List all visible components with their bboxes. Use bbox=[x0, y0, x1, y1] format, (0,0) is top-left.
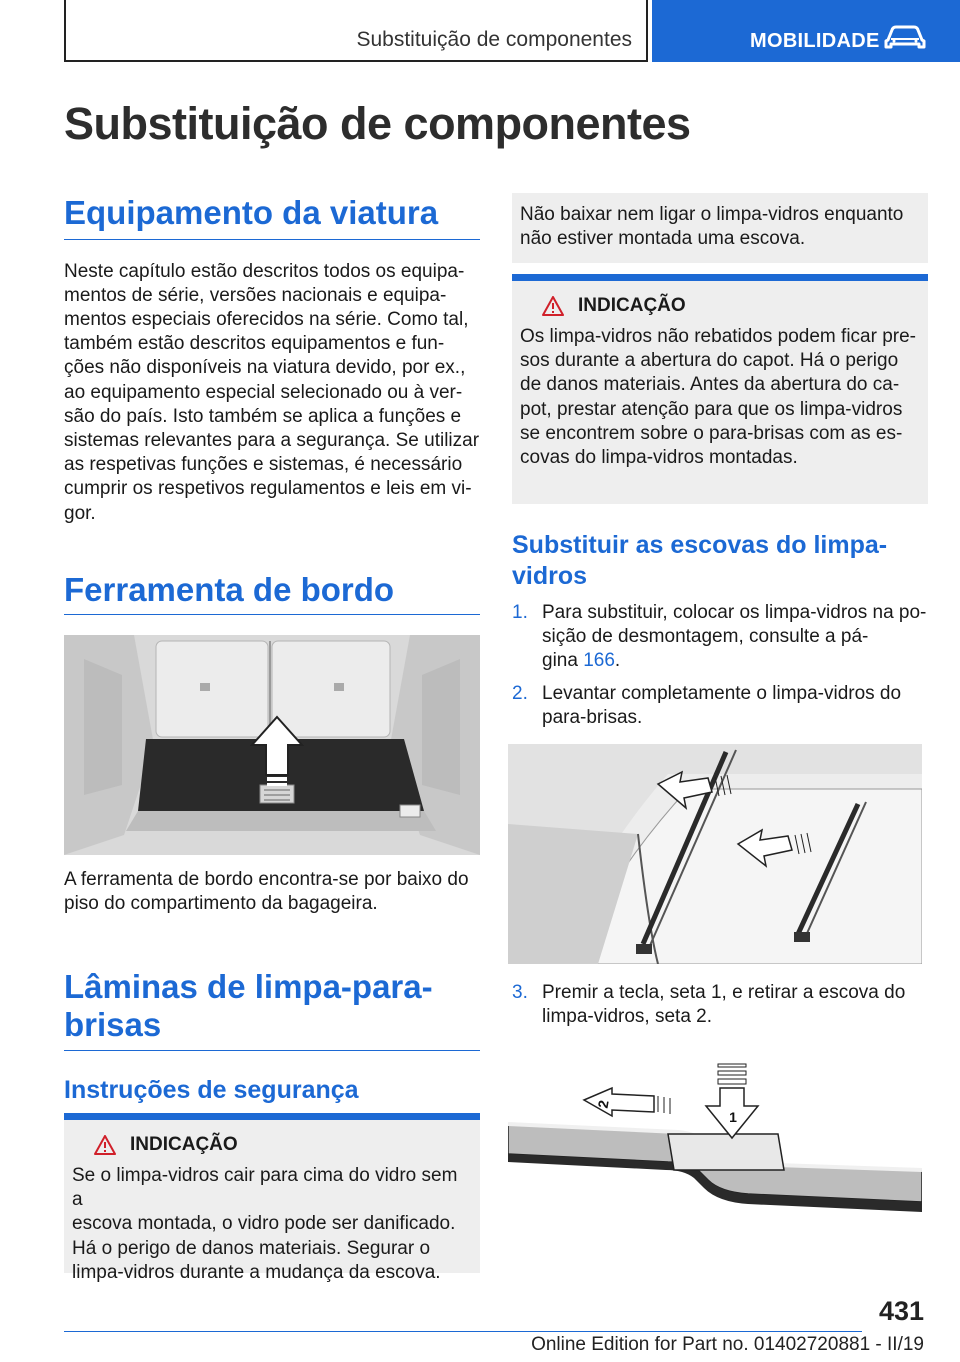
arrow-label-1: 1 bbox=[729, 1109, 737, 1125]
warning-head bbox=[520, 291, 920, 321]
step-line: Premir a tecla, seta 1, e retirar a escova do bbox=[542, 982, 906, 1003]
warning-line: Se o limpa-vidros cair para cima do vidro sem a bbox=[72, 1165, 458, 1211]
paragraph-line: mentos especiais oferecidos na série. Como tal, bbox=[64, 309, 469, 330]
step-line: limpa-vidros, seta 2. bbox=[542, 1006, 713, 1028]
equipment-section bbox=[64, 193, 480, 526]
warning-line: Não baixar nem ligar o limpa-vidros enquanto bbox=[520, 204, 904, 225]
warning-text bbox=[520, 325, 920, 470]
windshield-illustration bbox=[508, 744, 922, 964]
paragraph-line: ções não disponíveis na viatura devido, por ex., bbox=[64, 357, 466, 379]
tools-section bbox=[64, 570, 480, 615]
wipers-heading-line: Lâminas de limpa-para- bbox=[64, 968, 433, 1005]
paragraph-line: cumprir os respetivos regulamentos e leis em vi- bbox=[64, 478, 472, 500]
replace-heading-line: vidros bbox=[512, 562, 588, 590]
page-title: Substituição de componentes bbox=[64, 98, 691, 149]
wiper-blade-figure bbox=[508, 1062, 922, 1262]
warning-triangle-icon bbox=[542, 296, 564, 316]
warning-label: INDICAÇÃO bbox=[130, 1134, 238, 1155]
warning-line: escova montada, o vidro pode ser danificado. bbox=[72, 1213, 456, 1235]
replace-heading bbox=[512, 530, 928, 592]
footer-edition: Online Edition for Part no. 01402720881 - II/19 bbox=[531, 1334, 924, 1355]
warning-box-2 bbox=[512, 274, 928, 504]
trunk-floor-figure bbox=[64, 635, 480, 855]
step-number: 2. bbox=[512, 683, 528, 704]
arrow-label-2: 2 bbox=[594, 1098, 612, 1110]
step-number: 3. bbox=[512, 982, 528, 1003]
step-line: para-brisas. bbox=[542, 707, 643, 729]
warning-line: não estiver montada uma escova. bbox=[520, 228, 806, 250]
tools-caption bbox=[64, 868, 480, 916]
warning-line: se encontrem sobre o para-brisas com as es- bbox=[520, 422, 903, 444]
trunk-illustration bbox=[64, 635, 480, 855]
replace-section bbox=[512, 530, 928, 592]
warning-line: Os limpa-vidros não rebatidos podem ficar pre- bbox=[520, 326, 917, 347]
step-line-prefix: gina bbox=[542, 650, 584, 672]
warning-text bbox=[72, 1164, 472, 1285]
warning-line: covas do limpa-vidros montadas. bbox=[520, 447, 798, 469]
wipers-heading-line: brisas bbox=[64, 1006, 162, 1043]
step-text bbox=[542, 682, 928, 730]
header-section-tab[interactable] bbox=[652, 0, 960, 62]
wipers-heading bbox=[64, 968, 480, 1051]
paragraph-line: sistemas relevantes para a segurança. Se utilizar bbox=[64, 430, 480, 452]
wiper-blade-illustration bbox=[508, 1062, 922, 1262]
step-line: Para substituir, colocar os limpa-vidros na po- bbox=[542, 602, 927, 623]
paragraph-line: mentos de série, versões nacionais e equipa- bbox=[64, 284, 447, 306]
step-line: Levantar completamente o limpa-vidros do bbox=[542, 683, 902, 704]
header-chapter-box bbox=[64, 0, 648, 62]
paragraph-line: as respetivas funções e sistemas, é necessário bbox=[64, 454, 463, 476]
page-reference-link[interactable]: 166 bbox=[583, 650, 615, 672]
step-line bbox=[542, 649, 928, 673]
wipers-section bbox=[64, 968, 480, 1105]
step-line-suffix: . bbox=[614, 650, 621, 672]
warning-line: pot, prestar atenção para que os limpa-vidros bbox=[520, 398, 903, 420]
tools-heading: Ferramenta de bordo bbox=[64, 570, 480, 615]
warning-line: sos durante a abertura do capot. Há o perigo bbox=[520, 350, 899, 372]
replace-heading-line: Substituir as escovas do limpa- bbox=[512, 531, 888, 559]
warning-box-continued bbox=[512, 193, 928, 263]
warning-line: limpa-vidros durante a mudança da escova. bbox=[72, 1261, 441, 1283]
paragraph-line: Neste capítulo estão descritos todos os equipa- bbox=[64, 260, 465, 282]
paragraph-line: são do país. Isto também se aplica a funções e bbox=[64, 405, 462, 427]
header-section-label: MOBILIDADE bbox=[750, 30, 880, 52]
safety-heading: Instruções de segurança bbox=[64, 1076, 359, 1104]
caption-line: A ferramenta de bordo encontra-se por baixo do bbox=[64, 869, 469, 890]
paragraph-line: também estão descritos equipamentos e fun- bbox=[64, 333, 445, 355]
step-text bbox=[542, 981, 928, 1029]
header-chapter-title: Substituição de componentes bbox=[356, 28, 632, 51]
paragraph-line: gor. bbox=[64, 502, 96, 524]
warning-line: Há o perigo de danos materiais. Segurar o bbox=[72, 1237, 431, 1259]
windshield-wiper-figure bbox=[508, 744, 922, 964]
warning-head bbox=[72, 1130, 472, 1160]
step-number: 1. bbox=[512, 602, 528, 623]
step-line: sição de desmontagem, consulte a pá- bbox=[542, 626, 869, 648]
car-icon bbox=[884, 24, 926, 50]
caption-line: piso do compartimento da bagageira. bbox=[64, 893, 378, 915]
warning-line: de danos materiais. Antes da abertura do ca- bbox=[520, 374, 900, 396]
warning-box bbox=[64, 1113, 480, 1283]
warning-label: INDICAÇÃO bbox=[578, 295, 686, 316]
warning-triangle-icon bbox=[94, 1135, 116, 1155]
equipment-heading: Equipamento da viatura bbox=[64, 193, 480, 240]
step-text bbox=[542, 601, 928, 674]
equipment-paragraph bbox=[64, 260, 480, 526]
paragraph-line: ao equipamento especial selecionado ou à ver- bbox=[64, 381, 463, 403]
page-number: 431 bbox=[878, 1296, 924, 1326]
footer-divider bbox=[64, 1331, 862, 1332]
